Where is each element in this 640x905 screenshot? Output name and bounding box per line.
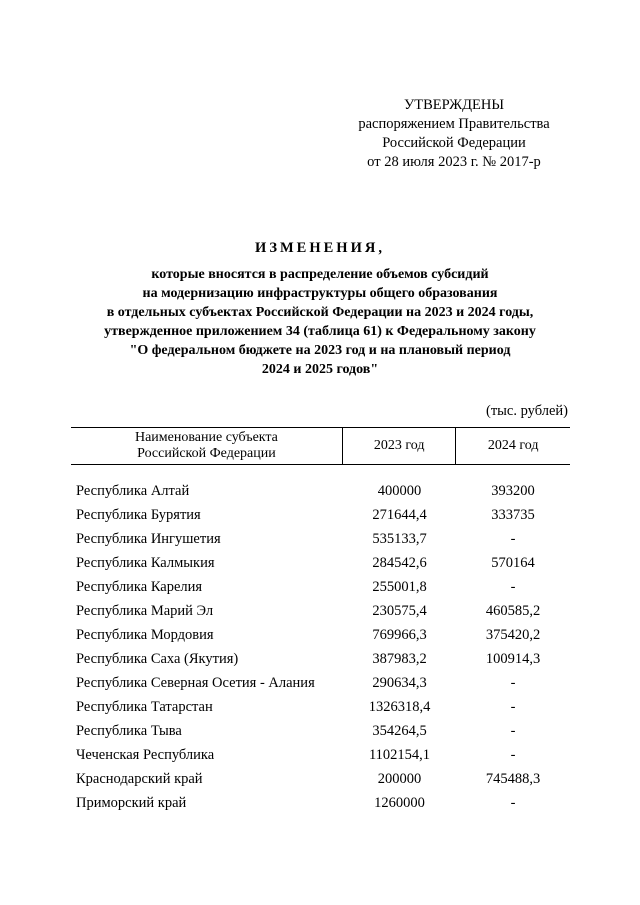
approval-line-3: от 28 июля 2023 г. № 2017-р: [367, 154, 541, 170]
table-row: [71, 575, 570, 599]
region-name: Республика Саха (Якутия): [76, 650, 239, 667]
table-row: [71, 671, 570, 695]
approval-stamp: [340, 96, 568, 172]
table-row: [71, 695, 570, 719]
value-2023: 255001,8: [372, 578, 427, 595]
value-2023: 200000: [377, 770, 422, 787]
subtitle-line: 2024 и 2025 годов": [261, 362, 379, 377]
subtitle-line: утвержденное приложением 34 (таблица 61) к Федеральному закону: [104, 324, 536, 339]
table-row: [71, 479, 570, 503]
value-2023: 284542,6: [372, 554, 427, 571]
value-2023: 400000: [377, 482, 422, 499]
value-2023: 1326318,4: [368, 698, 431, 715]
value-2023: 387983,2: [372, 650, 427, 667]
header-region: [71, 428, 343, 464]
value-2024: 745488,3: [485, 770, 541, 787]
document-title: ИЗМЕНЕНИЯ,: [255, 240, 385, 256]
region-name: Республика Марий Эл: [76, 602, 214, 619]
region-name: Приморский край: [76, 794, 187, 811]
region-name: Республика Северная Осетия - Алания: [76, 674, 315, 691]
subtitle-line: "О федеральном бюджете на 2023 год и на плановый период: [129, 343, 511, 358]
value-2024: -: [510, 794, 516, 811]
subtitle-line: которые вносятся в распределение объемов субсидий: [151, 267, 489, 282]
units-label: (тыс. рублей): [486, 403, 568, 419]
table-row: [71, 599, 570, 623]
value-2024: 100914,3: [485, 650, 541, 667]
approval-line-1: распоряжением Правительства: [358, 116, 550, 132]
value-2024: 333735: [491, 506, 535, 523]
region-name: Республика Тыва: [76, 722, 182, 739]
region-name: Республика Алтай: [76, 482, 190, 499]
region-name: Чеченская Республика: [76, 746, 215, 763]
table-body: [71, 479, 570, 815]
value-2023: 535133,7: [372, 530, 427, 547]
approval-heading: УТВЕРЖДЕНЫ: [403, 97, 505, 113]
region-name: Республика Ингушетия: [76, 530, 221, 547]
value-2023: 1102154,1: [368, 746, 431, 763]
value-2024: 460585,2: [485, 602, 541, 619]
table-header: [71, 427, 570, 465]
table-row: [71, 743, 570, 767]
subtitle-line: на модернизацию инфраструктуры общего образования: [142, 286, 498, 301]
table-row: [71, 527, 570, 551]
value-2023: 1260000: [374, 794, 425, 811]
header-region-line-1: Наименование субъекта: [134, 430, 278, 445]
subsidy-table: [71, 427, 570, 815]
value-2024: -: [510, 746, 516, 763]
value-2024: 375420,2: [485, 626, 541, 643]
table-row: [71, 791, 570, 815]
table-row: [71, 719, 570, 743]
header-region-line-2: Российской Федерации: [137, 446, 276, 461]
value-2024: -: [510, 674, 516, 691]
value-2023: 354264,5: [372, 722, 427, 739]
value-2023: 769966,3: [372, 626, 427, 643]
table-row: [71, 647, 570, 671]
approval-line-2: Российской Федерации: [382, 135, 526, 151]
table-row: [71, 623, 570, 647]
value-2024: 393200: [491, 482, 535, 499]
value-2023: 230575,4: [372, 602, 427, 619]
region-name: Республика Татарстан: [76, 698, 213, 715]
region-name: Краснодарский край: [76, 770, 203, 787]
region-name: Республика Карелия: [76, 578, 203, 595]
region-name: Республика Бурятия: [76, 506, 201, 523]
table-row: [71, 503, 570, 527]
header-2023: 2023 год: [343, 428, 457, 464]
document-subtitle: [50, 265, 590, 379]
table-row: [71, 767, 570, 791]
header-2024: 2024 год: [487, 438, 539, 453]
table-row: [71, 551, 570, 575]
value-2024: -: [510, 578, 516, 595]
value-2024: 570164: [491, 554, 535, 571]
region-name: Республика Мордовия: [76, 626, 214, 643]
region-name: Республика Калмыкия: [76, 554, 215, 571]
value-2023: 271644,4: [372, 506, 427, 523]
value-2024: -: [510, 698, 516, 715]
value-2024: -: [510, 722, 516, 739]
value-2024: -: [510, 530, 516, 547]
subtitle-line: в отдельных субъектах Российской Федерации на 2023 и 2024 годы,: [106, 305, 534, 320]
value-2023: 290634,3: [372, 674, 427, 691]
